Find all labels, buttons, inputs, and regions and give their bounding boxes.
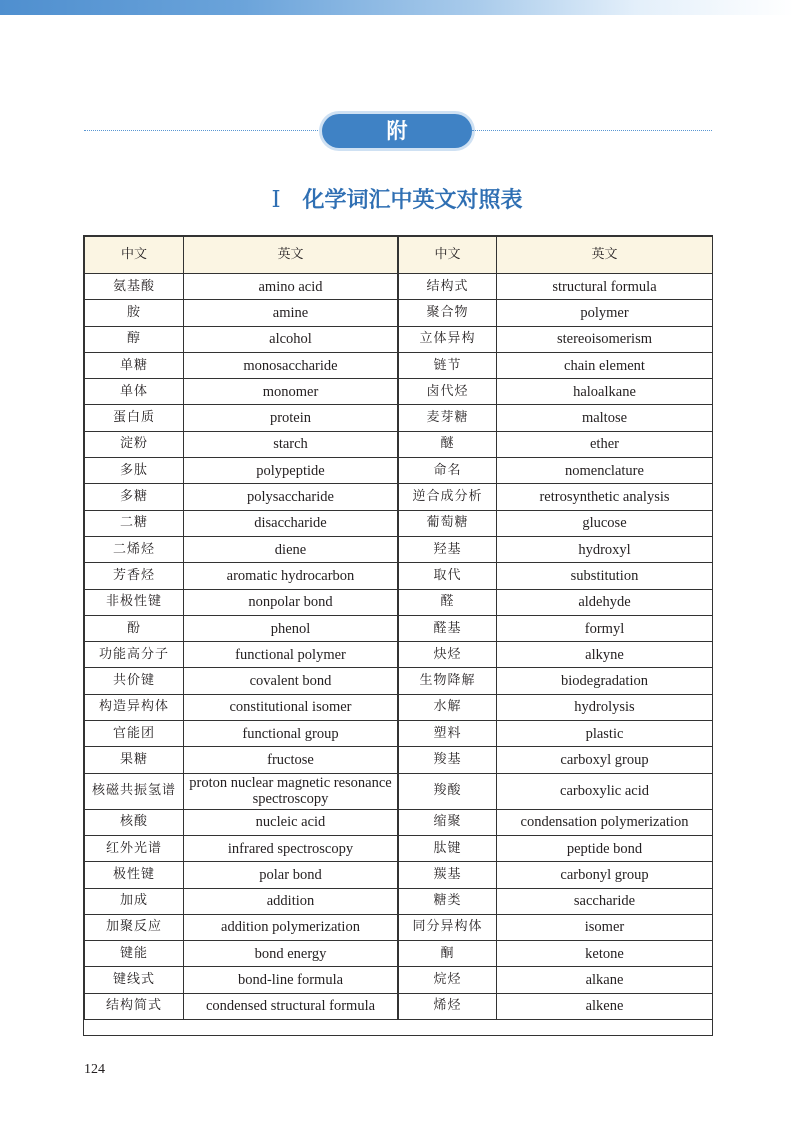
glossary-left-half <box>84 236 398 1020</box>
table-row <box>399 993 713 1019</box>
term-chinese: 酮 <box>399 941 497 967</box>
section-number: I <box>271 187 281 213</box>
term-english: alcohol <box>184 326 398 352</box>
table-row <box>85 274 398 300</box>
term-chinese: 羟基 <box>399 536 497 562</box>
term-chinese: 羧酸 <box>399 773 497 809</box>
term-english: carbonyl group <box>497 862 713 888</box>
term-english: polypeptide <box>184 458 398 484</box>
term-chinese: 结构式 <box>399 274 497 300</box>
appendix-header <box>84 112 712 177</box>
table-row <box>85 721 398 747</box>
term-english: stereoisomerism <box>497 326 713 352</box>
table-row <box>399 352 713 378</box>
table-row <box>85 642 398 668</box>
appendix-label: 附 录 <box>322 114 472 148</box>
term-chinese: 醛 <box>399 589 497 615</box>
term-chinese: 取代 <box>399 563 497 589</box>
term-english: phenol <box>184 615 398 641</box>
term-chinese: 塑料 <box>399 721 497 747</box>
table-row <box>399 862 713 888</box>
table-row <box>399 642 713 668</box>
term-chinese: 核磁共振氢谱 <box>85 773 184 809</box>
term-english: polysaccharide <box>184 484 398 510</box>
term-chinese: 单糖 <box>85 352 184 378</box>
term-chinese: 麦芽糖 <box>399 405 497 431</box>
table-row <box>399 484 713 510</box>
term-english: monosaccharide <box>184 352 398 378</box>
term-chinese: 糖类 <box>399 888 497 914</box>
table-row <box>399 721 713 747</box>
term-english: alkane <box>497 967 713 993</box>
term-english: disaccharide <box>184 510 398 536</box>
term-english: bond-line formula <box>184 967 398 993</box>
table-row <box>399 941 713 967</box>
term-chinese: 加成 <box>85 888 184 914</box>
term-chinese: 加聚反应 <box>85 914 184 940</box>
term-chinese: 功能高分子 <box>85 642 184 668</box>
term-english: alkene <box>497 993 713 1019</box>
term-english: carboxyl group <box>497 747 713 773</box>
term-chinese: 烷烃 <box>399 967 497 993</box>
table-row <box>85 835 398 861</box>
table-row <box>399 405 713 431</box>
term-english: constitutional isomer <box>184 694 398 720</box>
term-english: infrared spectroscopy <box>184 835 398 861</box>
table-row <box>399 835 713 861</box>
term-english: proton nuclear magnetic resonance spectroscopy <box>184 773 398 809</box>
table-row <box>399 274 713 300</box>
term-chinese: 果糖 <box>85 747 184 773</box>
glossary-table-right <box>398 236 713 1020</box>
term-english: hydroxyl <box>497 536 713 562</box>
term-chinese: 醇 <box>85 326 184 352</box>
term-chinese: 卤代烃 <box>399 379 497 405</box>
term-english: peptide bond <box>497 835 713 861</box>
term-english: glucose <box>497 510 713 536</box>
term-english: starch <box>184 431 398 457</box>
term-english: nucleic acid <box>184 809 398 835</box>
term-chinese: 同分异构体 <box>399 914 497 940</box>
term-chinese: 蛋白质 <box>85 405 184 431</box>
term-english: monomer <box>184 379 398 405</box>
term-chinese: 构造异构体 <box>85 694 184 720</box>
term-english: ether <box>497 431 713 457</box>
table-row <box>85 352 398 378</box>
term-english: amino acid <box>184 274 398 300</box>
table-row <box>399 536 713 562</box>
term-english: isomer <box>497 914 713 940</box>
term-chinese: 红外光谱 <box>85 835 184 861</box>
term-chinese: 羧基 <box>399 747 497 773</box>
table-row <box>85 589 398 615</box>
table-row <box>85 914 398 940</box>
table-row <box>399 458 713 484</box>
term-chinese: 羰基 <box>399 862 497 888</box>
term-english: hydrolysis <box>497 694 713 720</box>
table-row <box>399 563 713 589</box>
term-chinese: 酚 <box>85 615 184 641</box>
table-row <box>85 300 398 326</box>
term-english: aldehyde <box>497 589 713 615</box>
term-chinese: 链节 <box>399 352 497 378</box>
table-row <box>399 914 713 940</box>
table-row <box>85 941 398 967</box>
term-chinese: 水解 <box>399 694 497 720</box>
term-chinese: 缩聚 <box>399 809 497 835</box>
term-chinese: 核酸 <box>85 809 184 835</box>
header-english: 英文 <box>497 237 713 274</box>
term-english: addition <box>184 888 398 914</box>
term-chinese: 氨基酸 <box>85 274 184 300</box>
term-english: condensed structural formula <box>184 993 398 1019</box>
term-chinese: 共价键 <box>85 668 184 694</box>
table-row <box>85 747 398 773</box>
table-row <box>399 510 713 536</box>
term-english: aromatic hydrocarbon <box>184 563 398 589</box>
table-row <box>399 379 713 405</box>
table-row <box>85 431 398 457</box>
term-chinese: 逆合成分析 <box>399 484 497 510</box>
section-title <box>0 182 794 218</box>
table-row <box>85 993 398 1019</box>
term-english: alkyne <box>497 642 713 668</box>
table-row <box>399 668 713 694</box>
term-chinese: 单体 <box>85 379 184 405</box>
term-chinese: 结构简式 <box>85 993 184 1019</box>
term-english: covalent bond <box>184 668 398 694</box>
table-row <box>85 668 398 694</box>
term-chinese: 命名 <box>399 458 497 484</box>
term-chinese: 键能 <box>85 941 184 967</box>
term-english: plastic <box>497 721 713 747</box>
term-english: ketone <box>497 941 713 967</box>
top-decorative-bar <box>0 0 794 15</box>
table-row <box>399 326 713 352</box>
table-row <box>399 589 713 615</box>
term-chinese: 芳香烃 <box>85 563 184 589</box>
table-row <box>85 484 398 510</box>
header-chinese: 中文 <box>85 237 184 274</box>
table-row <box>85 379 398 405</box>
term-chinese: 醛基 <box>399 615 497 641</box>
table-row <box>85 405 398 431</box>
dotted-rule-right <box>472 130 712 131</box>
table-row <box>85 809 398 835</box>
dotted-rule-left <box>84 130 324 131</box>
table-row <box>85 510 398 536</box>
term-english: saccharide <box>497 888 713 914</box>
term-english: retrosynthetic analysis <box>497 484 713 510</box>
term-english: biodegradation <box>497 668 713 694</box>
section-title-text: 化学词汇中英文对照表 <box>302 188 523 213</box>
table-row <box>399 747 713 773</box>
term-chinese: 醚 <box>399 431 497 457</box>
term-english: formyl <box>497 615 713 641</box>
term-chinese: 极性键 <box>85 862 184 888</box>
table-row <box>399 694 713 720</box>
table-row <box>399 967 713 993</box>
term-english: fructose <box>184 747 398 773</box>
term-chinese: 键线式 <box>85 967 184 993</box>
term-english: functional polymer <box>184 642 398 668</box>
page-number: 124 <box>84 1062 105 1077</box>
term-english: polymer <box>497 300 713 326</box>
table-row <box>399 773 713 809</box>
term-english: carboxylic acid <box>497 773 713 809</box>
term-chinese: 官能团 <box>85 721 184 747</box>
term-chinese: 多糖 <box>85 484 184 510</box>
table-row <box>399 615 713 641</box>
term-english: polar bond <box>184 862 398 888</box>
term-chinese: 生物降解 <box>399 668 497 694</box>
glossary-table <box>83 235 713 1036</box>
header-english: 英文 <box>184 237 398 274</box>
table-row <box>85 563 398 589</box>
term-chinese: 烯烃 <box>399 993 497 1019</box>
term-chinese: 二烯烃 <box>85 536 184 562</box>
table-row <box>85 615 398 641</box>
term-chinese: 多肽 <box>85 458 184 484</box>
term-english: functional group <box>184 721 398 747</box>
term-chinese: 胺 <box>85 300 184 326</box>
term-chinese: 立体异构 <box>399 326 497 352</box>
term-chinese: 聚合物 <box>399 300 497 326</box>
table-row <box>399 300 713 326</box>
table-row <box>85 888 398 914</box>
table-row <box>85 458 398 484</box>
table-row <box>85 862 398 888</box>
term-english: maltose <box>497 405 713 431</box>
term-chinese: 非极性键 <box>85 589 184 615</box>
table-row <box>85 694 398 720</box>
term-english: amine <box>184 300 398 326</box>
term-english: chain element <box>497 352 713 378</box>
table-row <box>85 967 398 993</box>
header-chinese: 中文 <box>399 237 497 274</box>
term-chinese: 淀粉 <box>85 431 184 457</box>
table-row <box>85 536 398 562</box>
term-english: substitution <box>497 563 713 589</box>
glossary-table-left <box>84 236 398 1020</box>
term-english: structural formula <box>497 274 713 300</box>
glossary-right-half <box>398 236 713 1020</box>
table-row <box>399 809 713 835</box>
term-english: addition polymerization <box>184 914 398 940</box>
term-chinese: 二糖 <box>85 510 184 536</box>
term-english: condensation polymerization <box>497 809 713 835</box>
table-row <box>399 431 713 457</box>
term-english: nonpolar bond <box>184 589 398 615</box>
table-row <box>85 773 398 809</box>
term-english: bond energy <box>184 941 398 967</box>
term-chinese: 葡萄糖 <box>399 510 497 536</box>
term-chinese: 炔烃 <box>399 642 497 668</box>
term-english: haloalkane <box>497 379 713 405</box>
term-english: nomenclature <box>497 458 713 484</box>
term-english: protein <box>184 405 398 431</box>
term-english: diene <box>184 536 398 562</box>
table-row <box>85 326 398 352</box>
term-chinese: 肽键 <box>399 835 497 861</box>
table-row <box>399 888 713 914</box>
